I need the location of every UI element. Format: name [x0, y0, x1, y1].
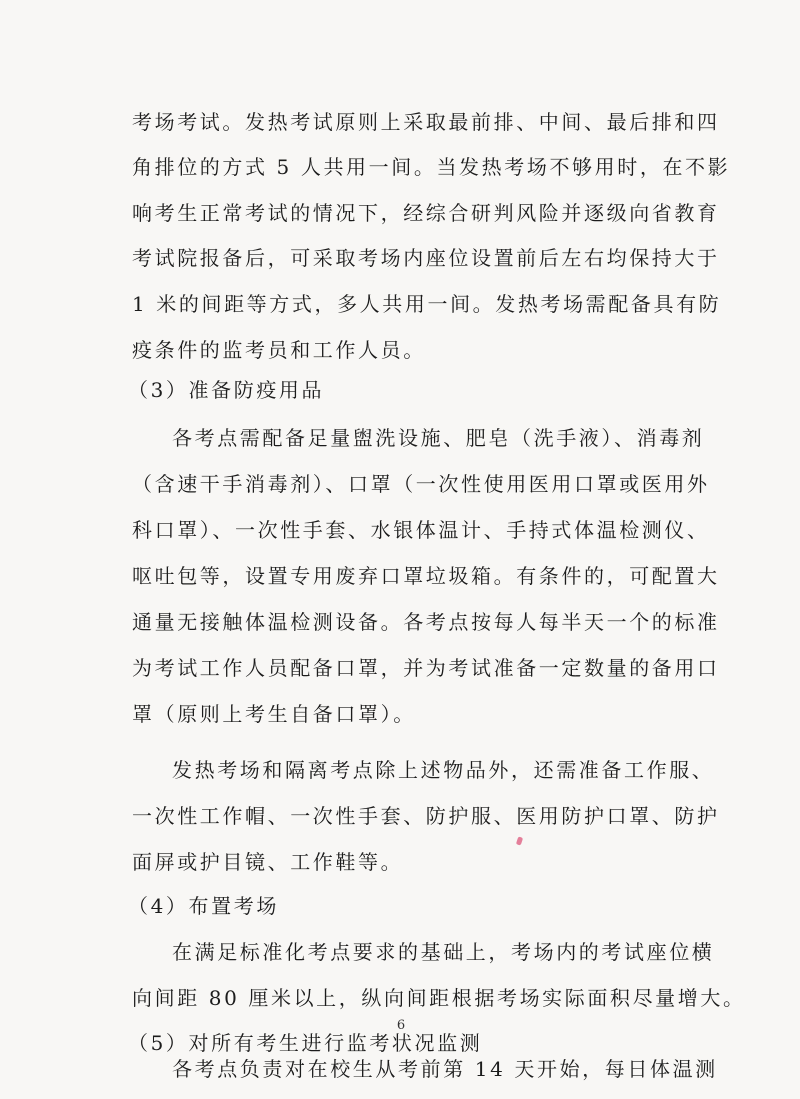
paragraph-first-line: 各考点需配备足量盥洗设施、肥皂（洗手液）、消毒剂	[172, 426, 705, 450]
paragraph-first-line: 发热考场和隔离考点除上述物品外，还需准备工作服、	[172, 758, 715, 782]
body-line: 通量无接触体温检测设备。各考点按每人每半天一个的标准	[132, 610, 720, 634]
body-line: 角排位的方式 5 人共用一间。当发热考场不够用时，在不影	[132, 155, 731, 179]
body-line: 科口罩）、一次性手套、水银体温计、手持式体温检测仪、	[132, 518, 710, 542]
ink-speck	[516, 836, 523, 845]
page-number: 6	[396, 1018, 406, 1033]
paragraph-first-line: 在满足标准化考点要求的基础上，考场内的考试座位横	[172, 940, 715, 964]
body-line: （含速干手消毒剂）、口罩（一次性使用医用口罩或医用外	[132, 472, 710, 496]
body-line: 为考试工作人员配备口罩，并为考试准备一定数量的备用口	[132, 656, 720, 680]
body-line: 1 米的间距等方式，多人共用一间。发热考场需配备具有防	[132, 292, 722, 316]
body-line: 考场考试。发热考试原则上采取最前排、中间、最后排和四	[132, 110, 720, 134]
body-line: 响考生正常考试的情况下，经综合研判风险并逐级向省教育	[132, 201, 720, 225]
section-heading-4: （4）布置考场	[128, 894, 279, 918]
body-line: 罩（原则上考生自备口罩）。	[132, 702, 416, 726]
body-line: 考试院报备后，可采取考场内座位设置前后左右均保持大于	[132, 246, 720, 270]
body-line: 一次性工作帽、一次性手套、防护服、医用防护口罩、防护	[132, 804, 720, 828]
paragraph-first-line: 各考点负责对在校生从考前第 14 天开始，每日体温测	[172, 1057, 718, 1081]
body-line: 疫条件的监考员和工作人员。	[132, 338, 426, 362]
body-line: 向间距 80 厘米以上，纵向间距根据考场实际面积尽量增大。	[132, 986, 746, 1010]
body-line: 呕吐包等，设置专用废弃口罩垃圾箱。有条件的，可配置大	[132, 564, 720, 588]
section-heading-3: （3）准备防疫用品	[128, 378, 325, 402]
section-heading-5: （5）对所有考生进行监考状况监测	[128, 1031, 483, 1055]
body-line: 面屏或护目镜、工作鞋等。	[132, 850, 404, 874]
